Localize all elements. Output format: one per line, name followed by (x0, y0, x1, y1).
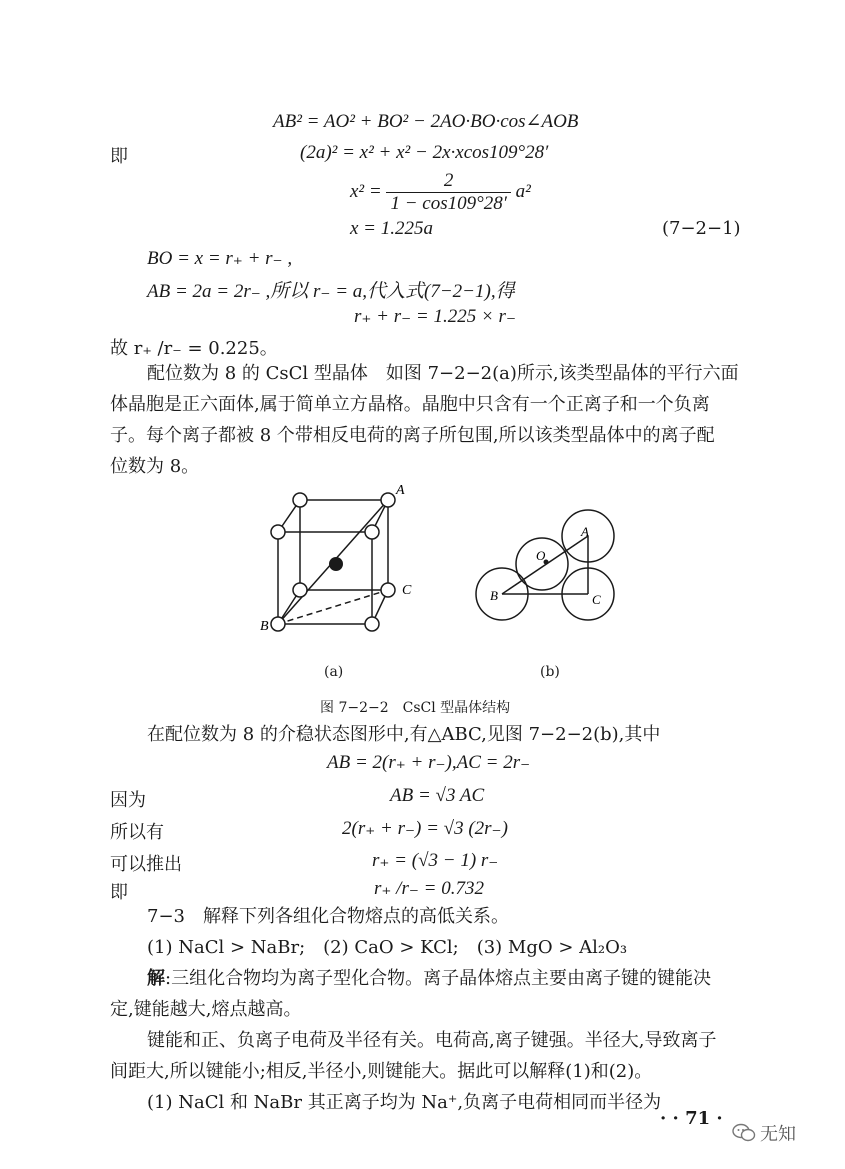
para2-eq-r-plus: r₊ = (√3 − 1) r₋ (372, 850, 499, 871)
cube-label-c: C (402, 583, 412, 598)
page-number: · · 71 · (660, 1108, 723, 1129)
watermark (732, 1120, 796, 1146)
problem-items: (1) NaCl > NaBr; (2) CaO > KCl; (3) MgO > Al₂O₃ (147, 937, 628, 958)
para2-eq-sqrt3: AB = √3 AC (390, 785, 485, 806)
label-keyituichu: 可以推出 (110, 854, 182, 875)
eq3-lhs: x² = (350, 180, 382, 202)
wechat-icon (732, 1122, 756, 1144)
central-ion (329, 557, 343, 571)
label-ji: 即 (110, 146, 128, 167)
answer-line1 (147, 963, 711, 994)
equation-ab-2a: AB = 2a = 2r₋ ,所以 r₋ = a,代入式(7−2−1),得 (147, 281, 515, 302)
cube-label-b: B (260, 619, 269, 634)
answer-label: 解 (147, 968, 165, 989)
label-ji-2: 即 (110, 882, 128, 903)
equation-tag-7-2-1: (7−2−1) (662, 218, 741, 239)
cube-label-a: A (396, 483, 405, 498)
conclusion-ratio-0225: 故 r₊ /r₋ = 0.225。 (110, 338, 278, 359)
answer-line2: 定,键能越大,熔点越高。 (110, 999, 302, 1020)
equation-x-value: x = 1.225a (350, 218, 434, 239)
para2-line1: 在配位数为 8 的介稳状态图形中,有△ABC,见图 7−2−2(b),其中 (147, 724, 661, 745)
tri-label-a: A (581, 524, 589, 539)
eq3-tail: a² (515, 180, 531, 202)
tri-label-b: B (490, 588, 498, 603)
para3-line1: 键能和正、负离子电荷及半径有关。电荷高,离子键强。半径大,导致离子 (147, 1030, 717, 1051)
equation-x-squared (350, 170, 531, 215)
eq3-fraction (386, 170, 510, 215)
para2-eq-ratio-0732: r₊ /r₋ = 0.732 (374, 878, 484, 899)
tri-label-c: C (592, 592, 601, 607)
para1-line3: 子。每个离子都被 8 个带相反电荷的离子所包围,所以该类型晶体中的离子配 (110, 425, 715, 446)
problem-title: 7−3 解释下列各组化合物熔点的高低关系。 (147, 906, 509, 927)
equation-bo: BO = x = r₊ + r₋ , (147, 248, 293, 269)
figure-caption: 图 7−2−2 CsCl 型晶体结构 (320, 700, 511, 716)
equation-2a-squared: (2a)² = x² + x² − 2x·xcos109°28′ (300, 142, 549, 163)
watermark-text: 无知 (760, 1124, 796, 1145)
subfigure-label-a: (a) (324, 664, 344, 680)
para1-line1: 配位数为 8 的 CsCl 型晶体 如图 7−2−2(a)所示,该类型晶体的平行六面 (147, 363, 739, 384)
subfigure-label-b: (b) (540, 664, 560, 680)
para1-line4: 位数为 8。 (110, 456, 200, 477)
para4-line1: (1) NaCl 和 NaBr 其正离子均为 Na⁺,负离子电荷相同而半径为 (147, 1092, 662, 1113)
eq3-numerator: 2 (386, 170, 510, 193)
para2-eq-relation: 2(r₊ + r₋) = √3 (2r₋) (342, 818, 508, 839)
label-suoyiyou: 所以有 (110, 822, 164, 843)
para1-line2: 体晶胞是正六面体,属于简单立方晶格。晶胞中只含有一个正离子和一个负离 (110, 394, 710, 415)
tri-label-o: O (536, 548, 546, 563)
figure-cscl-structure (240, 478, 620, 678)
para2-eq-ab-ac: AB = 2(r₊ + r₋),AC = 2r₋ (327, 752, 531, 773)
answer-line1-text: :三组化合物均为离子型化合物。离子晶体熔点主要由离子键的键能决 (165, 968, 712, 989)
eq3-denominator: 1 − cos109°28′ (390, 193, 507, 214)
label-yinwei: 因为 (110, 790, 146, 811)
equation-law-of-cosines: AB² = AO² + BO² − 2AO·BO·cos∠AOB (273, 111, 579, 132)
para3-line2: 间距大,所以键能小;相反,半径小,则键能大。据此可以解释(1)和(2)。 (110, 1061, 653, 1082)
equation-sum-radii: r₊ + r₋ = 1.225 × r₋ (354, 306, 516, 327)
